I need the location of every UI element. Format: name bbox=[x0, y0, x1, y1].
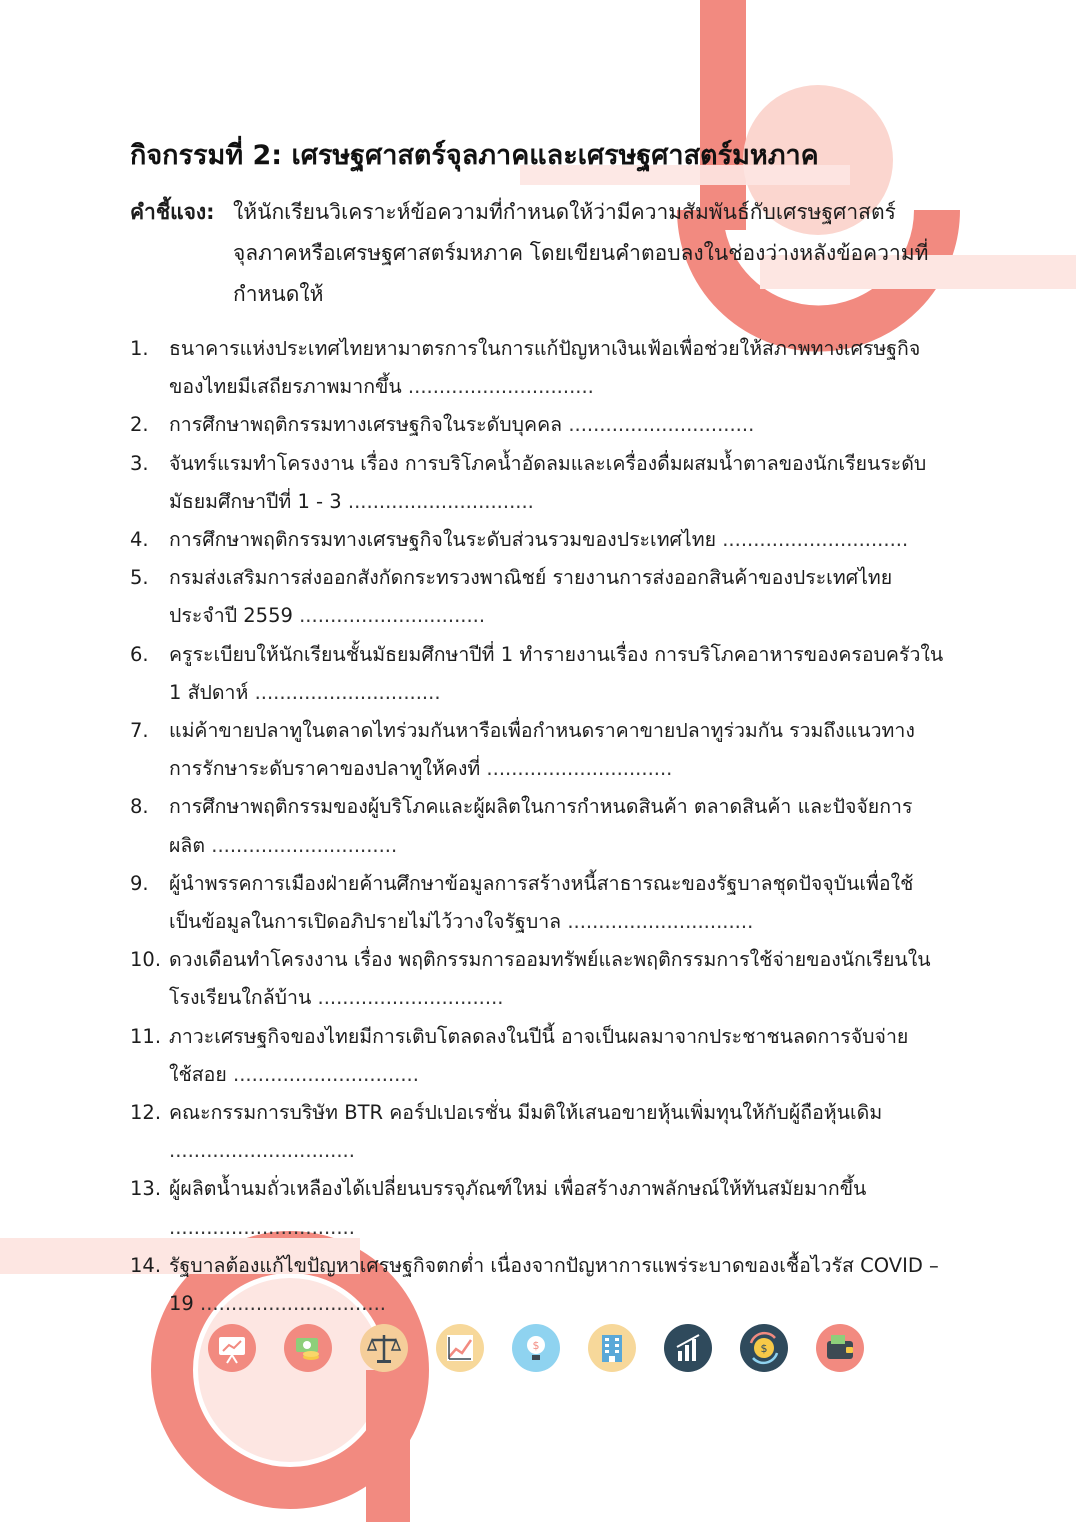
instruction-text: ให้นักเรียนวิเคราะห์ข้อความที่กำหนดให้ว่ามีความสัมพันธ์กับเศรษฐศาสตร์จุลภาคหรือเศรษฐศาสตร์มหภาค โดยเขียนคำตอบลงในช่องว่างหลังข้อความที่กำหนดให้ bbox=[233, 200, 929, 306]
question-number: 13. bbox=[130, 1177, 162, 1201]
question-statement: ผู้นำพรรคการเมืองฝ่ายค้านศึกษาข้อมูลการสร้างหนี้สาธารณะของรัฐบาลชุดปัจจุบันเพื่อใช้เป็นข้อมูลในการเปิดอภิปรายไม่ไว้วางใจรัฐบาล bbox=[169, 871, 914, 934]
answer-blank[interactable]: .............................. bbox=[169, 1215, 355, 1239]
answer-blank[interactable]: .............................. bbox=[347, 489, 534, 513]
question-number: 14. bbox=[130, 1253, 162, 1277]
question-text bbox=[169, 941, 945, 1017]
question-text bbox=[169, 330, 945, 406]
question-number: 10. bbox=[130, 948, 162, 972]
question-number: 8. bbox=[130, 795, 149, 819]
question-statement: ธนาคารแห่งประเทศไทยหามาตรการในการแก้ปัญหาเงินเฟ้อเพื่อช่วยให้สภาพทางเศรษฐกิจของไทยมีเสถียรภาพมากขึ้น bbox=[169, 337, 921, 399]
question-item bbox=[130, 559, 945, 635]
question-item bbox=[130, 865, 945, 941]
question-statement: กรมส่งเสริมการส่งออกสังกัดกระทรวงพาณิชย์ รายงานการส่งออกสินค้าของประเทศไทยประจำปี 2559 bbox=[169, 566, 893, 628]
svg-text:$: $ bbox=[532, 1339, 540, 1352]
question-number: 7. bbox=[130, 719, 149, 743]
question-statement: ครูระเบียบให้นักเรียนชั้นมัธยมศึกษาปีที่ 1 ทำรายงานเรื่อง การบริโภคอาหารของครอบครัวใน 1 สัปดาห์ bbox=[169, 642, 944, 704]
question-statement: จันทร์แรมทำโครงงาน เรื่อง การบริโภคน้ำอัดลมและเครื่องดื่มผสมน้ำตาลของนักเรียนระดับมัธยมศึกษาปีที่ 1 - 3 bbox=[169, 451, 927, 513]
question-number: 12. bbox=[130, 1101, 162, 1125]
answer-blank[interactable]: .............................. bbox=[722, 528, 909, 552]
question-statement: การศึกษาพฤติกรรมของผู้บริโภคและผู้ผลิตในการกำหนดสินค้า ตลาดสินค้า และปัจจัยการผลิต bbox=[169, 795, 913, 857]
answer-blank[interactable]: .............................. bbox=[486, 757, 673, 781]
answer-blank[interactable]: .............................. bbox=[407, 375, 594, 399]
answer-blank[interactable]: .............................. bbox=[200, 1292, 386, 1316]
question-number: 4. bbox=[130, 528, 149, 552]
presentation-board-icon bbox=[207, 1323, 257, 1373]
answer-blank[interactable]: .............................. bbox=[568, 413, 755, 437]
balance-scale-icon bbox=[359, 1323, 409, 1373]
question-item bbox=[130, 1094, 945, 1170]
question-number: 11. bbox=[130, 1024, 162, 1048]
idea-bulb-icon bbox=[511, 1323, 561, 1373]
answer-blank[interactable]: .............................. bbox=[211, 833, 398, 857]
question-item bbox=[130, 1247, 945, 1323]
question-text bbox=[169, 788, 945, 864]
question-number: 9. bbox=[130, 871, 149, 895]
answer-blank[interactable]: .............................. bbox=[254, 680, 441, 704]
question-text bbox=[169, 1170, 945, 1246]
question-number: 1. bbox=[130, 337, 149, 360]
question-item bbox=[130, 445, 945, 521]
answer-blank[interactable]: .............................. bbox=[317, 986, 504, 1010]
question-number: 3. bbox=[130, 451, 149, 475]
question-item bbox=[130, 1018, 945, 1094]
question-number: 5. bbox=[130, 566, 149, 590]
wallet-icon bbox=[815, 1323, 865, 1373]
answer-blank[interactable]: .............................. bbox=[299, 604, 486, 628]
page-title: กิจกรรมที่ 2: เศรษฐศาสตร์จุลภาคและเศรษฐศาสตร์มหภาค bbox=[130, 140, 819, 171]
question-item bbox=[130, 941, 945, 1017]
answer-blank[interactable]: .............................. bbox=[233, 1062, 419, 1086]
icon-strip bbox=[207, 1323, 872, 1375]
question-statement: ผู้ผลิตน้ำนมถั่วเหลืองได้เปลี่ยนบรรจุภัณฑ์ใหม่ เพื่อสร้างภาพลักษณ์ให้ทันสมัยมากขึ้น bbox=[169, 1177, 867, 1201]
question-item bbox=[130, 521, 945, 559]
question-statement: การศึกษาพฤติกรรมทางเศรษฐกิจในระดับบุคคล bbox=[169, 413, 563, 437]
question-statement: แม่ค้าขายปลาทูในตลาดไทร่วมกันหารือเพื่อกำหนดราคาขายปลาทูร่วมกัน รวมถึงแนวทางการรักษาระดับราคาของปลาทูให้คงที่ bbox=[169, 719, 915, 781]
question-text bbox=[169, 521, 945, 559]
svg-text:$: $ bbox=[760, 1342, 768, 1355]
question-item bbox=[130, 788, 945, 864]
question-text bbox=[169, 445, 945, 521]
question-text bbox=[169, 636, 945, 712]
currency-exchange-icon bbox=[739, 1323, 789, 1373]
question-list bbox=[130, 330, 945, 1323]
answer-blank[interactable]: .............................. bbox=[169, 1139, 355, 1163]
money-coins-icon bbox=[283, 1323, 333, 1373]
question-number: 6. bbox=[130, 642, 149, 666]
question-item bbox=[130, 636, 945, 712]
answer-blank[interactable]: .............................. bbox=[567, 910, 754, 934]
question-text bbox=[169, 406, 945, 444]
question-statement: รัฐบาลต้องแก้ไขปัญหาเศรษฐกิจตกต่ำ เนื่องจากปัญหาการแพร่ระบาดของเชื้อไวรัส COVID – 19 bbox=[169, 1253, 939, 1316]
question-text bbox=[169, 865, 945, 941]
question-text bbox=[169, 1018, 945, 1094]
question-item bbox=[130, 406, 945, 444]
instruction-label: คำชี้แจง: bbox=[130, 200, 215, 224]
growth-chart-icon bbox=[435, 1323, 485, 1373]
question-statement: การศึกษาพฤติกรรมทางเศรษฐกิจในระดับส่วนรวมของประเทศไทย bbox=[169, 528, 717, 552]
question-item bbox=[130, 712, 945, 788]
question-text bbox=[169, 559, 945, 635]
question-text bbox=[169, 1247, 945, 1323]
question-item bbox=[130, 330, 945, 406]
question-statement: ดวงเดือนทำโครงงาน เรื่อง พฤติกรรมการออมทรัพย์และพฤติกรรมการใช้จ่ายของนักเรียนในโรงเรียนใกล้บ้าน bbox=[169, 948, 931, 1010]
question-statement: คณะกรรมการบริษัท BTR คอร์ปเปอเรชั่น มีมติให้เสนอขายหุ้นเพิ่มทุนให้กับผู้ถือหุ้นเดิม bbox=[169, 1101, 883, 1125]
question-statement: ภาวะเศรษฐกิจของไทยมีการเติบโตลดลงในปีนี้ อาจเป็นผลมาจากประชาชนลดการจับจ่ายใช้สอย bbox=[169, 1024, 909, 1086]
question-number: 2. bbox=[130, 413, 149, 437]
bar-chart-icon bbox=[663, 1323, 713, 1373]
question-text bbox=[169, 1094, 945, 1170]
question-text bbox=[169, 712, 945, 788]
question-item bbox=[130, 1170, 945, 1246]
office-building-icon bbox=[587, 1323, 637, 1373]
